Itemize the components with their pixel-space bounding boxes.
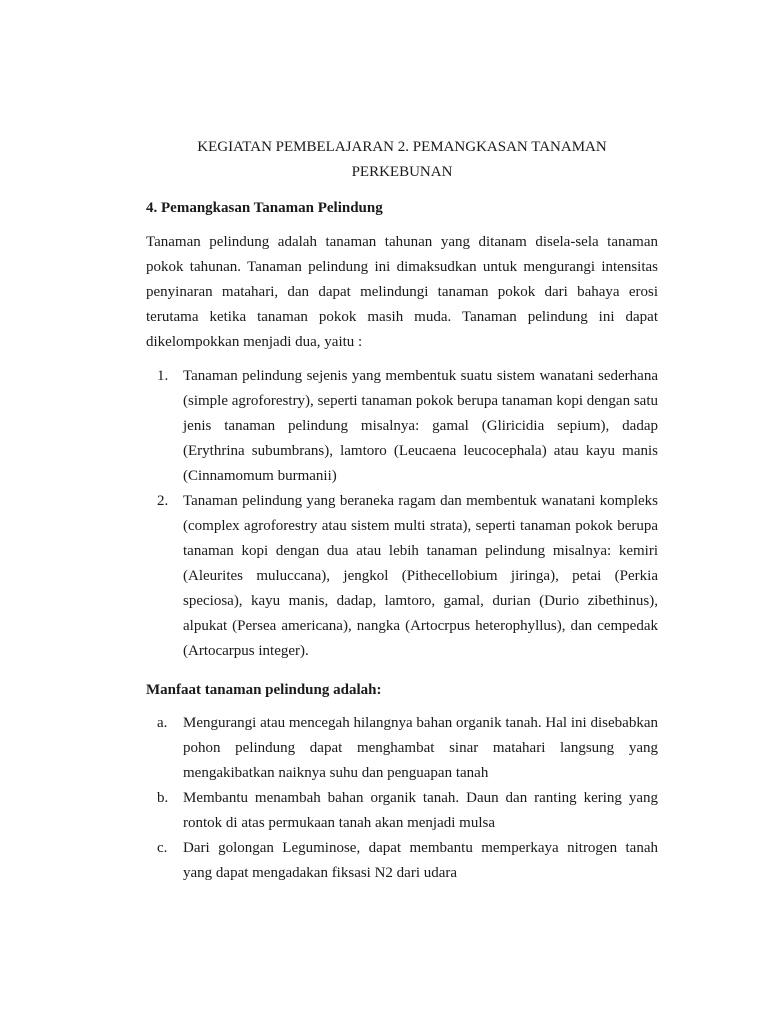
list-marker: a. <box>157 715 168 731</box>
numbered-list <box>146 364 658 664</box>
list-item <box>146 786 658 836</box>
benefits-heading: Manfaat tanaman pelindung adalah: <box>146 682 382 698</box>
list-item-text: Tanaman pelindung sejenis yang membentuk suatu sistem wanatani sederhana (simple agroforestry), seperti tanaman pokok berupa tanaman kopi dengan satu jenis tanaman pelindung misalnya: gamal (Gliricidia sepium), dadap (Erythrina subumbrans), lamtoro (Leucaena leucocephala) atau kayu manis (Cinnamomum burmanii) <box>183 368 658 484</box>
list-item <box>146 711 658 786</box>
list-marker: 1. <box>157 368 169 384</box>
list-item-text: Tanaman pelindung yang beraneka ragam dan membentuk wanatani kompleks (complex agroforestry atau sistem multi strata), seperti tanaman pokok berupa tanaman kopi dengan dua atau lebih tanaman pelindung misalnya: kemiri (Aleurites muluccana), jengkol (Pithecellobium jiringa), petai (Perkia speciosa), kayu manis, dadap, lamtoro, gamal, durian (Durio zibethinus), alpukat (Persea americana), nangka (Artocrpus heterophyllus), dan cempedak (Artocarpus integer). <box>183 493 658 659</box>
list-item-text: Dari golongan Leguminose, dapat membantu memperkaya nitrogen tanah yang dapat mengadakan fiksasi N2 dari udara <box>183 840 658 881</box>
list-marker: c. <box>157 840 168 856</box>
list-marker: b. <box>157 790 169 806</box>
list-item <box>146 836 658 886</box>
list-item-text: Mengurangi atau mencegah hilangnya bahan organik tanah. Hal ini disebabkan pohon pelindung dapat menghambat sinar matahari langsung yang mengakibatkan naiknya suhu dan penguapan tanah <box>183 715 658 781</box>
intro-paragraph: Tanaman pelindung adalah tanaman tahunan yang ditanam disela-sela tanaman pokok tahunan. Tanaman pelindung ini dimaksudkan untuk mengurangi intensitas penyinaran matahari, dan dapat melindungi tanaman pokok dari bahaya erosi terutama ketika tanaman pokok masih muda. Tanaman pelindung ini dapat dikelompokkan menjadi dua, yaitu : <box>146 234 658 350</box>
list-marker: 2. <box>157 493 169 509</box>
page-title-line-1: KEGIATAN PEMBELAJARAN 2. PEMANGKASAN TANAMAN <box>197 139 607 155</box>
list-item <box>146 489 658 664</box>
page-title <box>146 135 658 185</box>
list-item-text: Membantu menambah bahan organik tanah. Daun dan ranting kering yang rontok di atas permukaan tanah akan menjadi mulsa <box>183 790 658 831</box>
list-item <box>146 364 658 489</box>
section-heading: 4. Pemangkasan Tanaman Pelindung <box>146 200 383 216</box>
lettered-list <box>146 711 658 886</box>
page-title-line-2: PERKEBUNAN <box>351 164 453 180</box>
